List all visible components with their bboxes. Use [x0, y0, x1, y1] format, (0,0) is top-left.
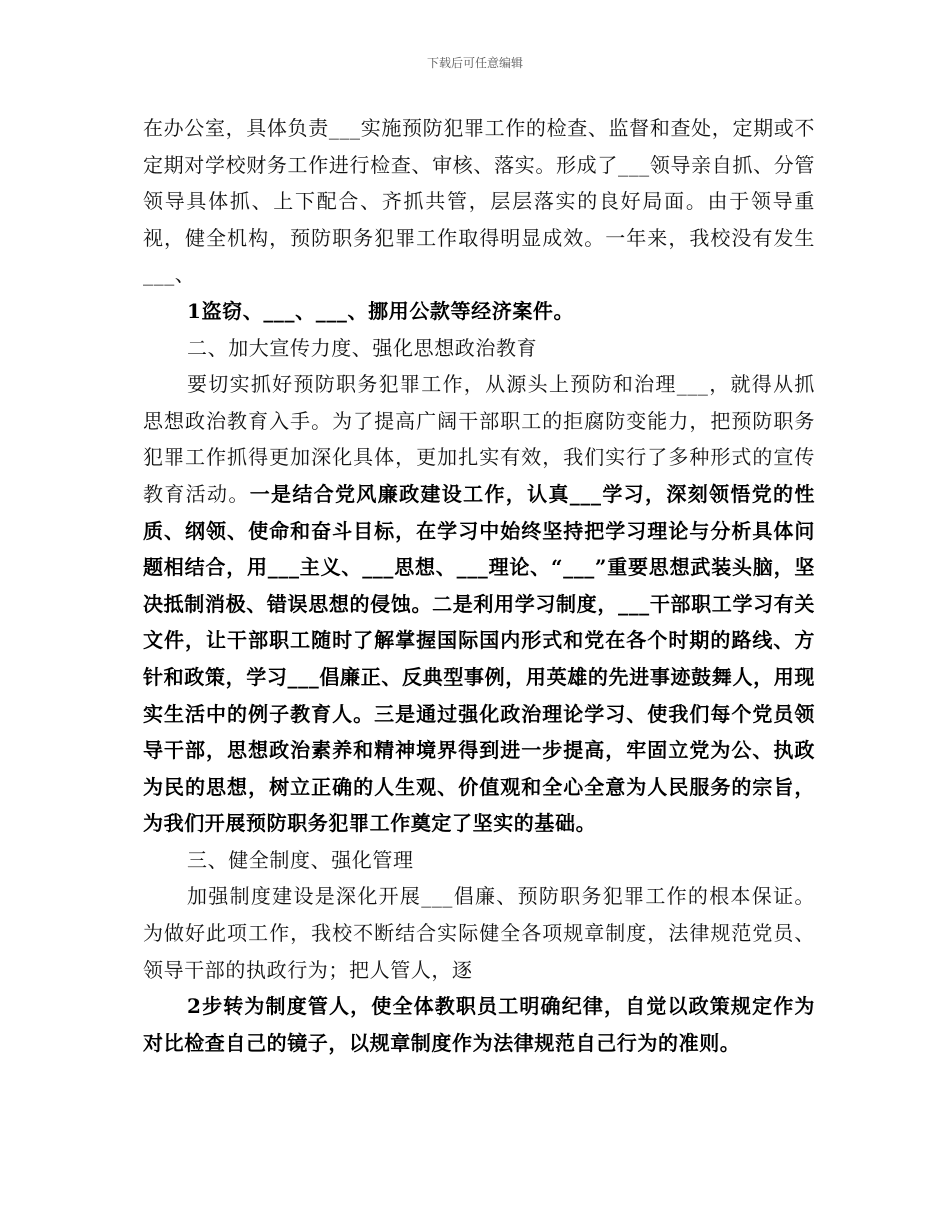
document-body: [143, 110, 815, 1061]
section-heading-3: 三、健全制度、强化管理: [187, 847, 414, 872]
paragraph-3-bold: 一是结合党风廉政建设工作，认真___学习，深刻领悟党的性质、纲领、使命和奋斗目标，在学习中始终坚持把学习理论与分析具体问题相结合，用___主义、___思想、___理论、“___”重要思想武装头脑，坚决抵制消极、错误思想的侵蚀。二是利用学习制度，___干部职工学习有关文件，让干部职工随时了解掌握国际国内形式和党在各个时期的路线、方针和政策，学习___倡廉正、反典型事例，用英雄的先进事迹鼓舞人，用现实生活中的例子教育人。三是通过强化政治理论学习、使我们每个党员领导干部，思想政治素养和精神境界得到进一步提高，牢固立党为公、执政为民的思想，树立正确的人生观、价值观和全心全意为人民服务的宗旨，为我们开展预防职务犯罪工作奠定了坚实的基础。: [143, 481, 815, 836]
paragraph-3: [143, 366, 815, 842]
paragraph-4: 加强制度建设是深化开展___倡廉、预防职务犯罪工作的根本保证。为做好此项工作，我校不断结合实际健全各项规章制度，法律规范党员、领导干部的执政行为；把人管人，逐: [143, 884, 815, 982]
header-note: 下载后可任意编辑: [426, 56, 523, 70]
paragraph-2: 1盗窃、___、___、挪用公款等经济案件。: [187, 298, 575, 323]
paragraph-3-normal: 要切实抓好预防职务犯罪工作，从源头上预防和治理___，就得从抓思想政治教育入手。为了提高广阔干部职工的拒腐防变能力，把预防职务犯罪工作抓得更加深化具体，更加扎实有效，我们实行了多种形式的宣传教育活动。: [143, 372, 815, 506]
section-heading-2: 二、加大宣传力度、强化思想政治教育: [187, 335, 538, 360]
paragraph-1: 在办公室，具体负责___实施预防犯罪工作的检查、监督和查处，定期或不定期对学校财务工作进行检查、审核、落实。形成了___领导亲自抓、分管领导具体抓、上下配合、齐抓共管，层层落实的良好局面。由于领导重视，健全机构，预防职务犯罪工作取得明显成效。一年来，我校没有发生___、: [143, 116, 815, 287]
paragraph-5: 2步转为制度管人，使全体教职员工明确纪律，自觉以政策规定作为对比检查自己的镜子，以规章制度作为法律规范自己行为的准则。: [143, 994, 815, 1055]
